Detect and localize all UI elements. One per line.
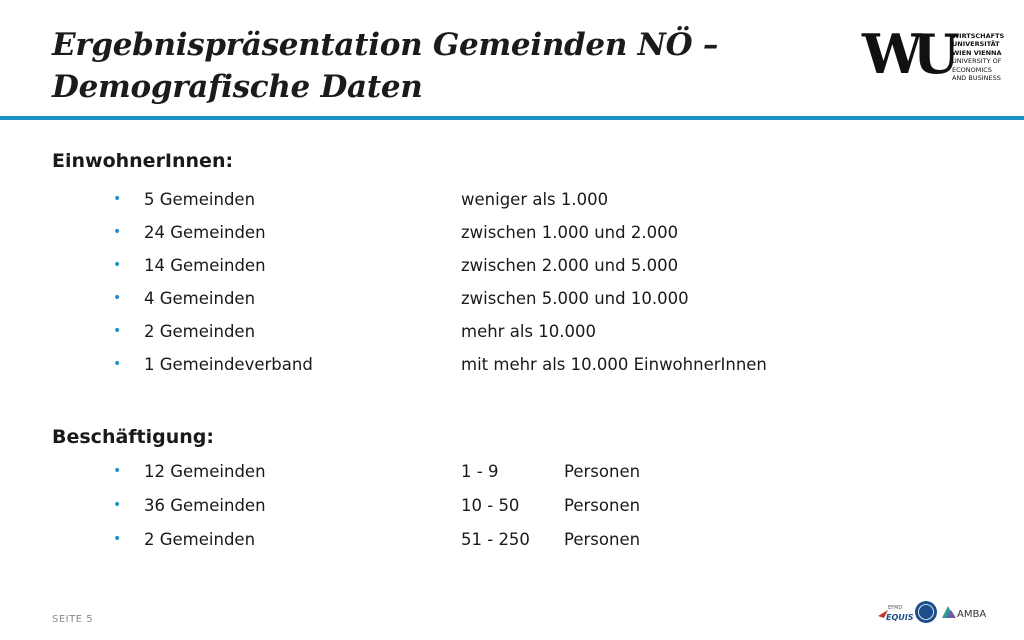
item-range: 51 - 250 xyxy=(461,530,530,549)
item-count: 2 Gemeinden xyxy=(144,322,256,341)
item-count: 2 Gemeinden xyxy=(144,530,256,549)
slide-title xyxy=(52,24,812,108)
bullet-icon: • xyxy=(113,224,122,240)
list-item xyxy=(0,462,1024,495)
slide-title-line-1: Ergebnispräsentation Gemeinden NÖ – xyxy=(52,27,719,63)
bullet-icon: • xyxy=(113,356,122,372)
item-count: 4 Gemeinden xyxy=(144,289,256,308)
page-number: SEITE 5 xyxy=(52,614,94,625)
item-range: zwischen 2.000 und 5.000 xyxy=(461,256,679,275)
list-item xyxy=(0,190,1024,223)
amba-label: AMBA xyxy=(957,609,987,620)
item-unit: Personen xyxy=(564,496,641,515)
equis-label: EQUIS xyxy=(886,613,914,622)
list-item xyxy=(0,355,1024,388)
accreditation-logos xyxy=(870,596,1000,630)
bullet-icon: • xyxy=(113,257,122,273)
wu-logo-line: UNIVERSITÄT xyxy=(952,40,1000,49)
item-count: 36 Gemeinden xyxy=(144,496,266,515)
bullet-icon: • xyxy=(113,290,122,306)
bullet-icon: • xyxy=(113,191,122,207)
list-item xyxy=(0,256,1024,289)
amba-logo xyxy=(940,600,996,626)
item-range: 10 - 50 xyxy=(461,496,520,515)
item-count: 14 Gemeinden xyxy=(144,256,266,275)
item-count: 1 Gemeindeverband xyxy=(144,355,313,374)
item-count: 12 Gemeinden xyxy=(144,462,266,481)
item-range: zwischen 1.000 und 2.000 xyxy=(461,223,679,242)
slide-title-line-2: Demografische Daten xyxy=(52,69,423,105)
list-item xyxy=(0,289,1024,322)
wu-logo-text xyxy=(952,32,1004,82)
list-item xyxy=(0,223,1024,256)
item-count: 24 Gemeinden xyxy=(144,223,266,242)
bullet-icon: • xyxy=(113,463,122,479)
bullet-icon: • xyxy=(113,323,122,339)
wu-logo-line: UNIVERSITY OF xyxy=(952,57,1002,66)
item-range: zwischen 5.000 und 10.000 xyxy=(461,289,689,308)
section-heading-beschaeftigung: Beschäftigung: xyxy=(52,426,215,448)
wu-logo xyxy=(862,22,1005,102)
item-unit: Personen xyxy=(564,530,641,549)
list-item xyxy=(0,496,1024,529)
equis-top-label: EFMD xyxy=(888,605,903,611)
aacsb-logo xyxy=(914,600,938,624)
list-item xyxy=(0,322,1024,355)
bullet-icon: • xyxy=(113,531,122,547)
title-divider xyxy=(0,116,1024,120)
wu-logo-line: ECONOMICS xyxy=(952,65,992,74)
wu-logo-line: WIEN VIENNA xyxy=(952,48,1002,57)
wu-logo-line: AND BUSINESS xyxy=(952,74,1001,83)
list-item xyxy=(0,530,1024,563)
wu-logo-line: WIRTSCHAFTS xyxy=(952,32,1005,40)
section-heading-einwohner: EinwohnerInnen: xyxy=(52,150,234,172)
equis-logo xyxy=(876,600,914,626)
item-range: mehr als 10.000 xyxy=(461,322,596,341)
wu-logo-mark: WU xyxy=(862,22,950,86)
item-range: weniger als 1.000 xyxy=(461,190,609,209)
item-count: 5 Gemeinden xyxy=(144,190,256,209)
bullet-icon: • xyxy=(113,497,122,513)
item-range: mit mehr als 10.000 EinwohnerInnen xyxy=(461,355,767,374)
item-unit: Personen xyxy=(564,462,641,481)
item-range: 1 - 9 xyxy=(461,462,499,481)
